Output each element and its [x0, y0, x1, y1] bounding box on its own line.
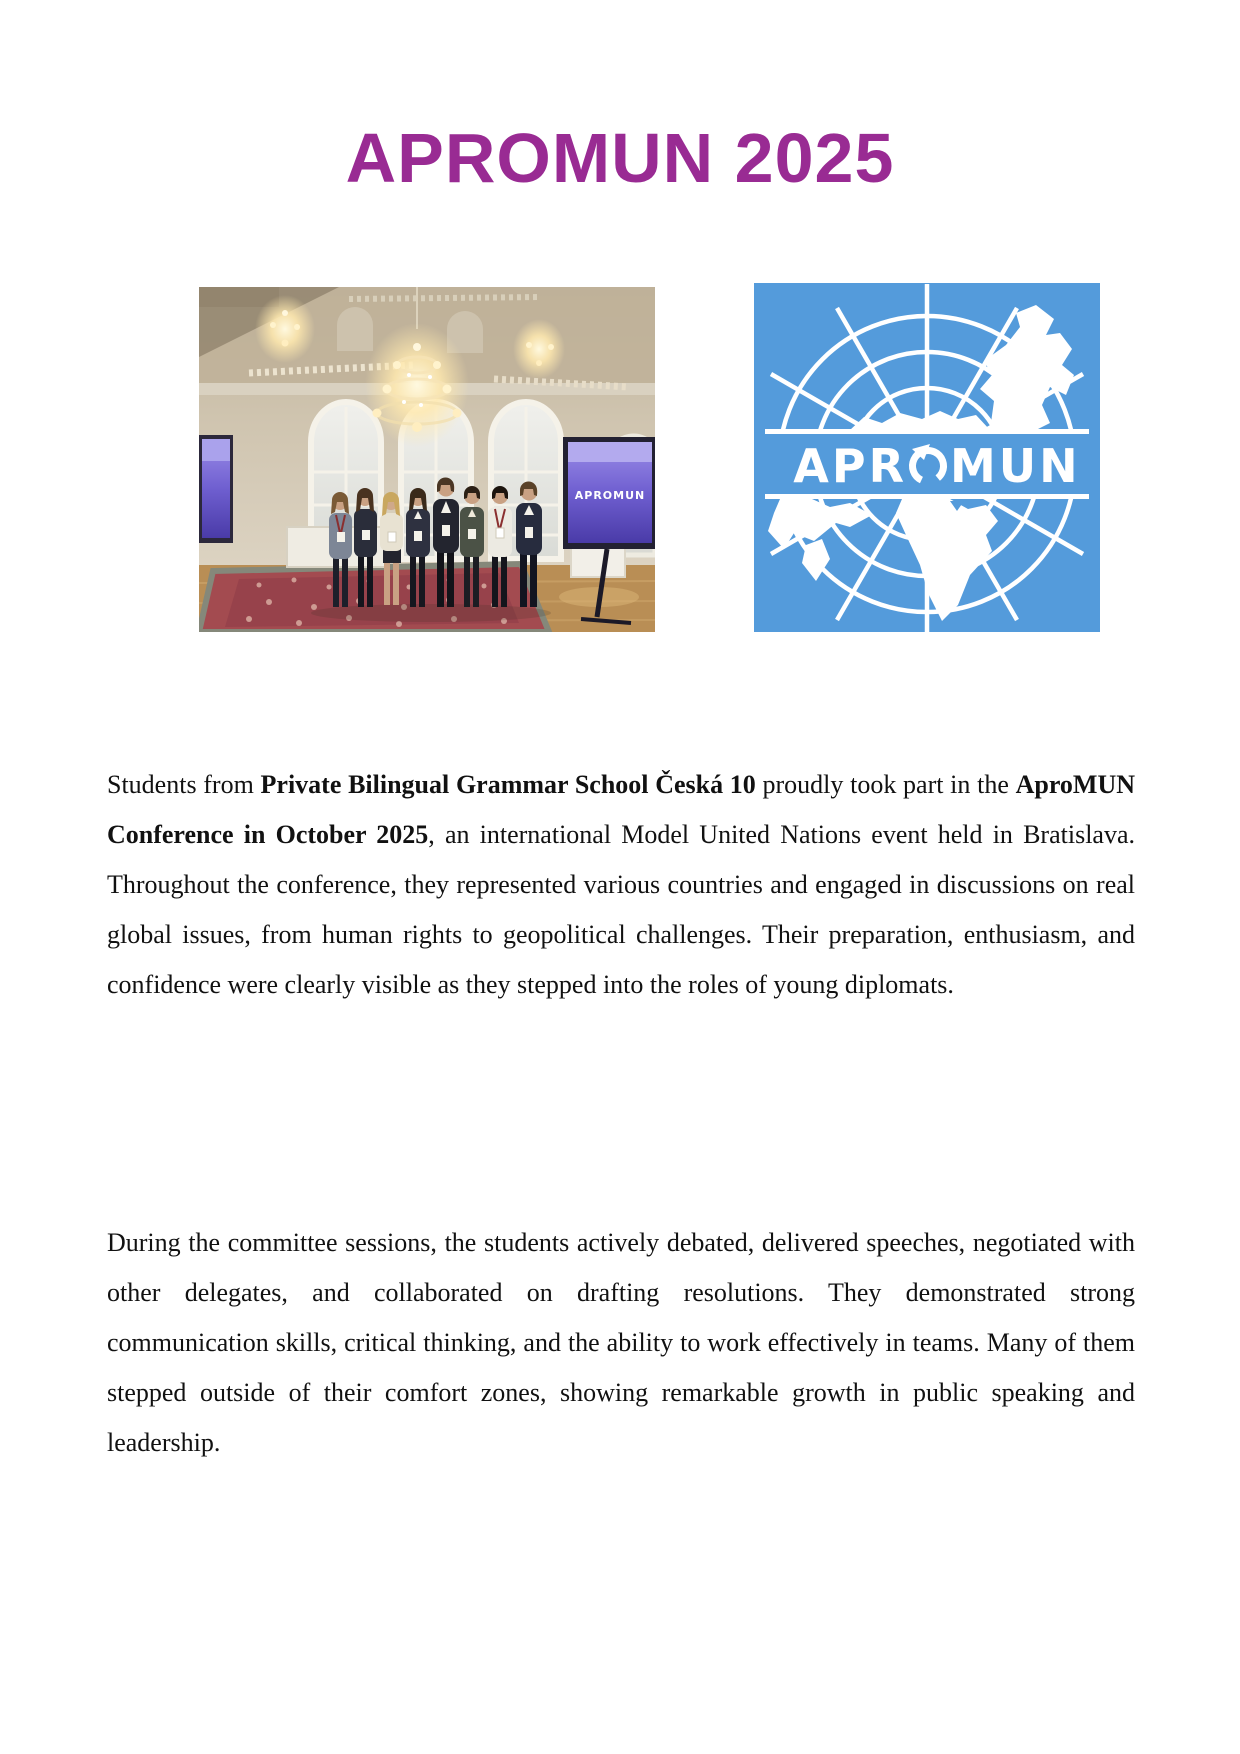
- tv-screen-left: [199, 435, 233, 543]
- logo-text-apr: APR: [793, 439, 907, 493]
- page-title: APROMUN 2025: [345, 119, 895, 197]
- band-line-top: [765, 429, 1089, 434]
- paragraph-2: During the committee sessions, the students actively debated, delivered speeches, negotiated with other delegates, and collaborated on drafting resolutions. They demonstrated strong communication skills, critical thinking, and the ability to work effectively in teams. Many of them stepped outside of their comfort zones, showing remarkable growth in public speaking and leadership.: [107, 1228, 1135, 1457]
- chandelier-left: [255, 295, 315, 363]
- paragraph-1: Students from Private Bilingual Grammar School Česká 10 proudly took part in the AproMUN Conference in October 2025, an international Model United Nations event held in Bratislava. Throughout the conference, they represented various countries and engaged in discussions on real global issues, from human rights to geopolitical challenges. Their preparation, enthusiasm, and confidence were clearly visible as they stepped into the roles of young diplomats.: [107, 770, 1135, 999]
- ballroom-photo-graphic: [199, 287, 655, 632]
- screen-apromun-label: APROMUN: [574, 489, 646, 502]
- conference-photo: [199, 287, 655, 632]
- band-line-bottom: [765, 494, 1089, 499]
- chandelier-right: [513, 319, 565, 379]
- apromun-logo: [754, 283, 1100, 632]
- apromun-logo-graphic: [754, 283, 1100, 632]
- logo-text-mun: MUN: [950, 439, 1081, 493]
